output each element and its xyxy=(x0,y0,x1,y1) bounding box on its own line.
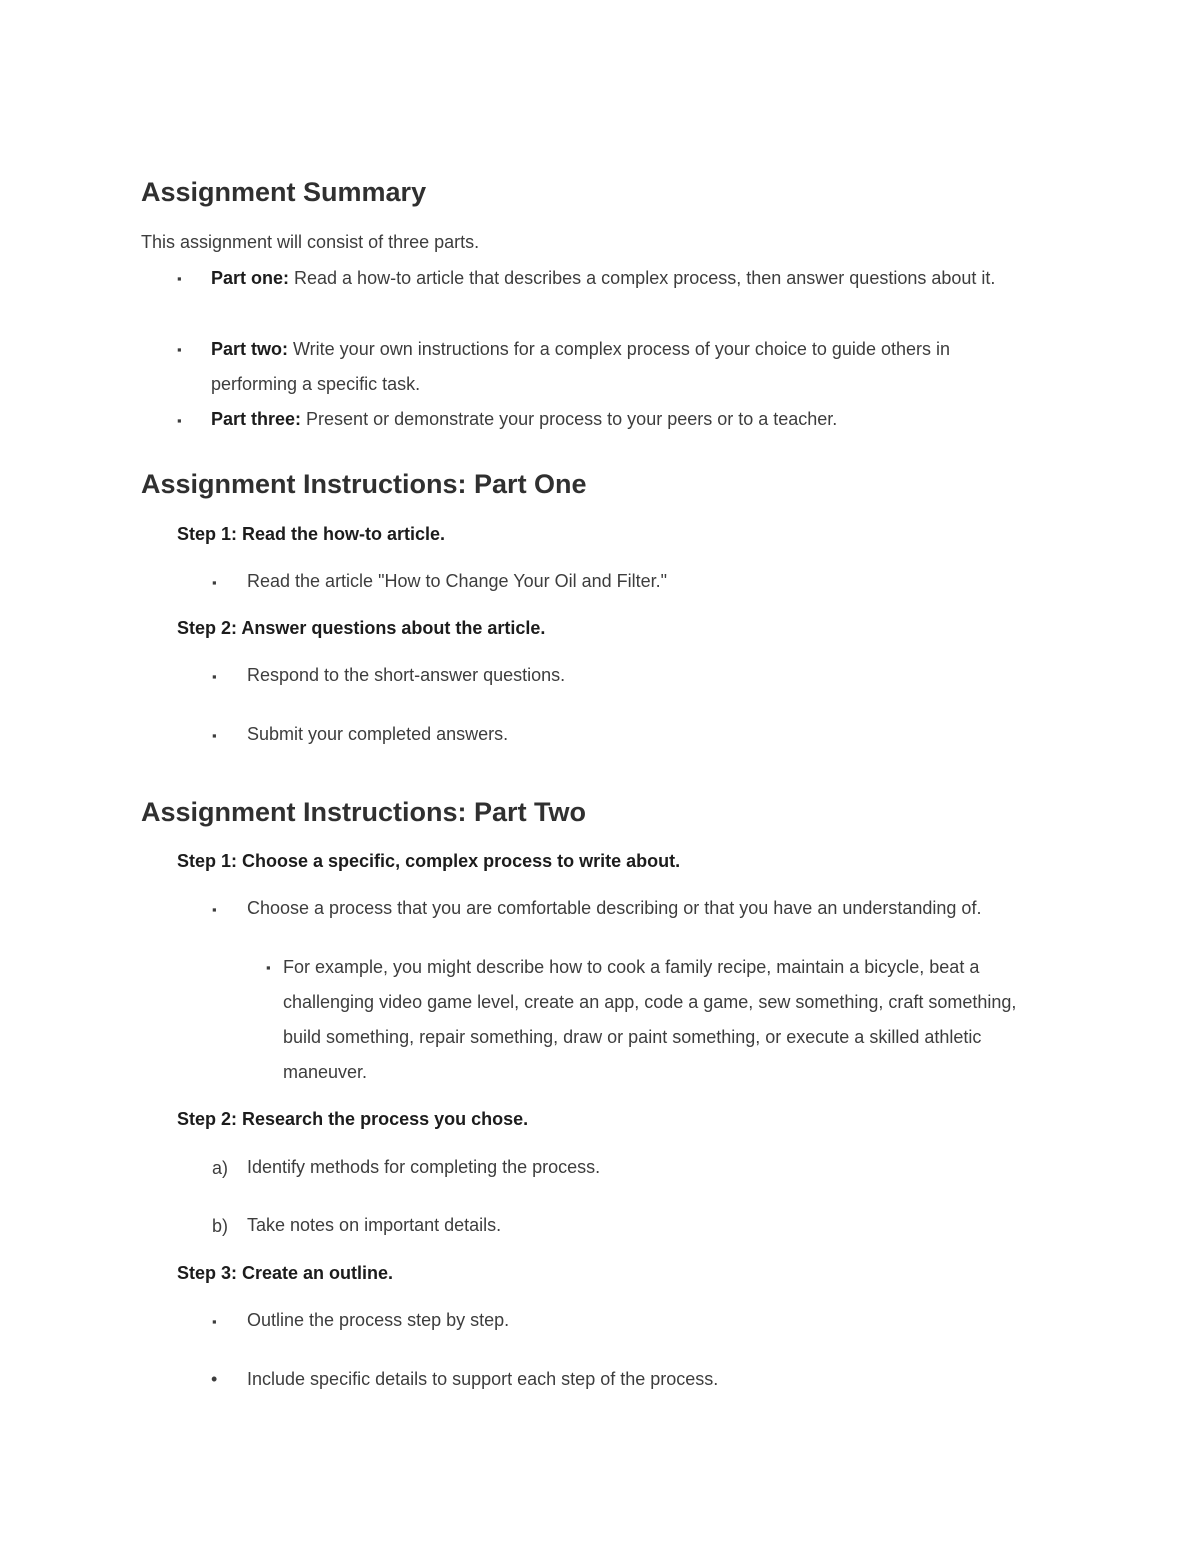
summary-part-two xyxy=(211,332,1031,402)
part-two-heading: Assignment Instructions: Part Two xyxy=(141,797,587,827)
part-two-step2-item: Take notes on important details. xyxy=(247,1215,502,1235)
part-two-step1-subitem: For example, you might describe how to cook a family recipe, maintain a bicycle, beat a challenging video game level, create an app, code a game, sew something, craft something, build something, repair something, draw or paint something, or execute a skilled athletic maneuver. xyxy=(283,957,1017,1082)
part-text: Write your own instructions for a complex process of your choice to guide others in performing a specific task. xyxy=(211,339,950,394)
summary-intro: This assignment will consist of three parts. xyxy=(141,232,480,252)
bullet-icon: ▪ xyxy=(212,728,217,743)
bullet-icon: ▪ xyxy=(177,271,182,286)
bullet-icon: ▪ xyxy=(212,669,217,684)
bullet-icon: ▪ xyxy=(212,575,217,590)
part-one-step2-item: Submit your completed answers. xyxy=(247,724,509,744)
part-two-step2-title: Step 2: Research the process you chose. xyxy=(177,1109,529,1129)
bullet-icon: • xyxy=(211,1369,218,1389)
part-one-step1-item: Read the article "How to Change Your Oil and Filter." xyxy=(247,571,668,591)
part-one-step1-title: Step 1: Read the how-to article. xyxy=(177,524,446,544)
summary-part-one xyxy=(211,261,1061,296)
part-label: Part one: xyxy=(211,268,290,288)
part-two-step1-item: Choose a process that you are comfortable describing or that you have an understanding of. xyxy=(247,898,982,918)
bullet-icon: ▪ xyxy=(212,902,217,917)
part-label: Part two: xyxy=(211,339,289,359)
part-text: Read a how-to article that describes a complex process, then answer questions about it. xyxy=(289,268,996,288)
part-text: Present or demonstrate your process to your peers or to a teacher. xyxy=(301,409,838,429)
summary-part-three xyxy=(211,402,1111,437)
bullet-icon: ▪ xyxy=(177,413,182,428)
part-one-heading: Assignment Instructions: Part One xyxy=(141,469,587,499)
part-two-step2-item: Identify methods for completing the process. xyxy=(247,1157,601,1177)
bullet-icon: ▪ xyxy=(177,342,182,357)
bullet-icon: ▪ xyxy=(266,960,271,975)
part-one-step2-title: Step 2: Answer questions about the article. xyxy=(177,618,546,638)
part-two-step1-title: Step 1: Choose a specific, complex process to write about. xyxy=(177,851,681,871)
part-two-step3-title: Step 3: Create an outline. xyxy=(177,1263,394,1283)
part-one-step2-item: Respond to the short-answer questions. xyxy=(247,665,566,685)
list-marker: a) xyxy=(212,1158,229,1178)
summary-heading: Assignment Summary xyxy=(141,177,427,207)
part-two-step3-item: Include specific details to support each step of the process. xyxy=(247,1369,719,1389)
part-label: Part three: xyxy=(211,409,302,429)
bullet-icon: ▪ xyxy=(212,1314,217,1329)
part-two-step3-item: Outline the process step by step. xyxy=(247,1310,510,1330)
list-marker: b) xyxy=(212,1216,229,1236)
